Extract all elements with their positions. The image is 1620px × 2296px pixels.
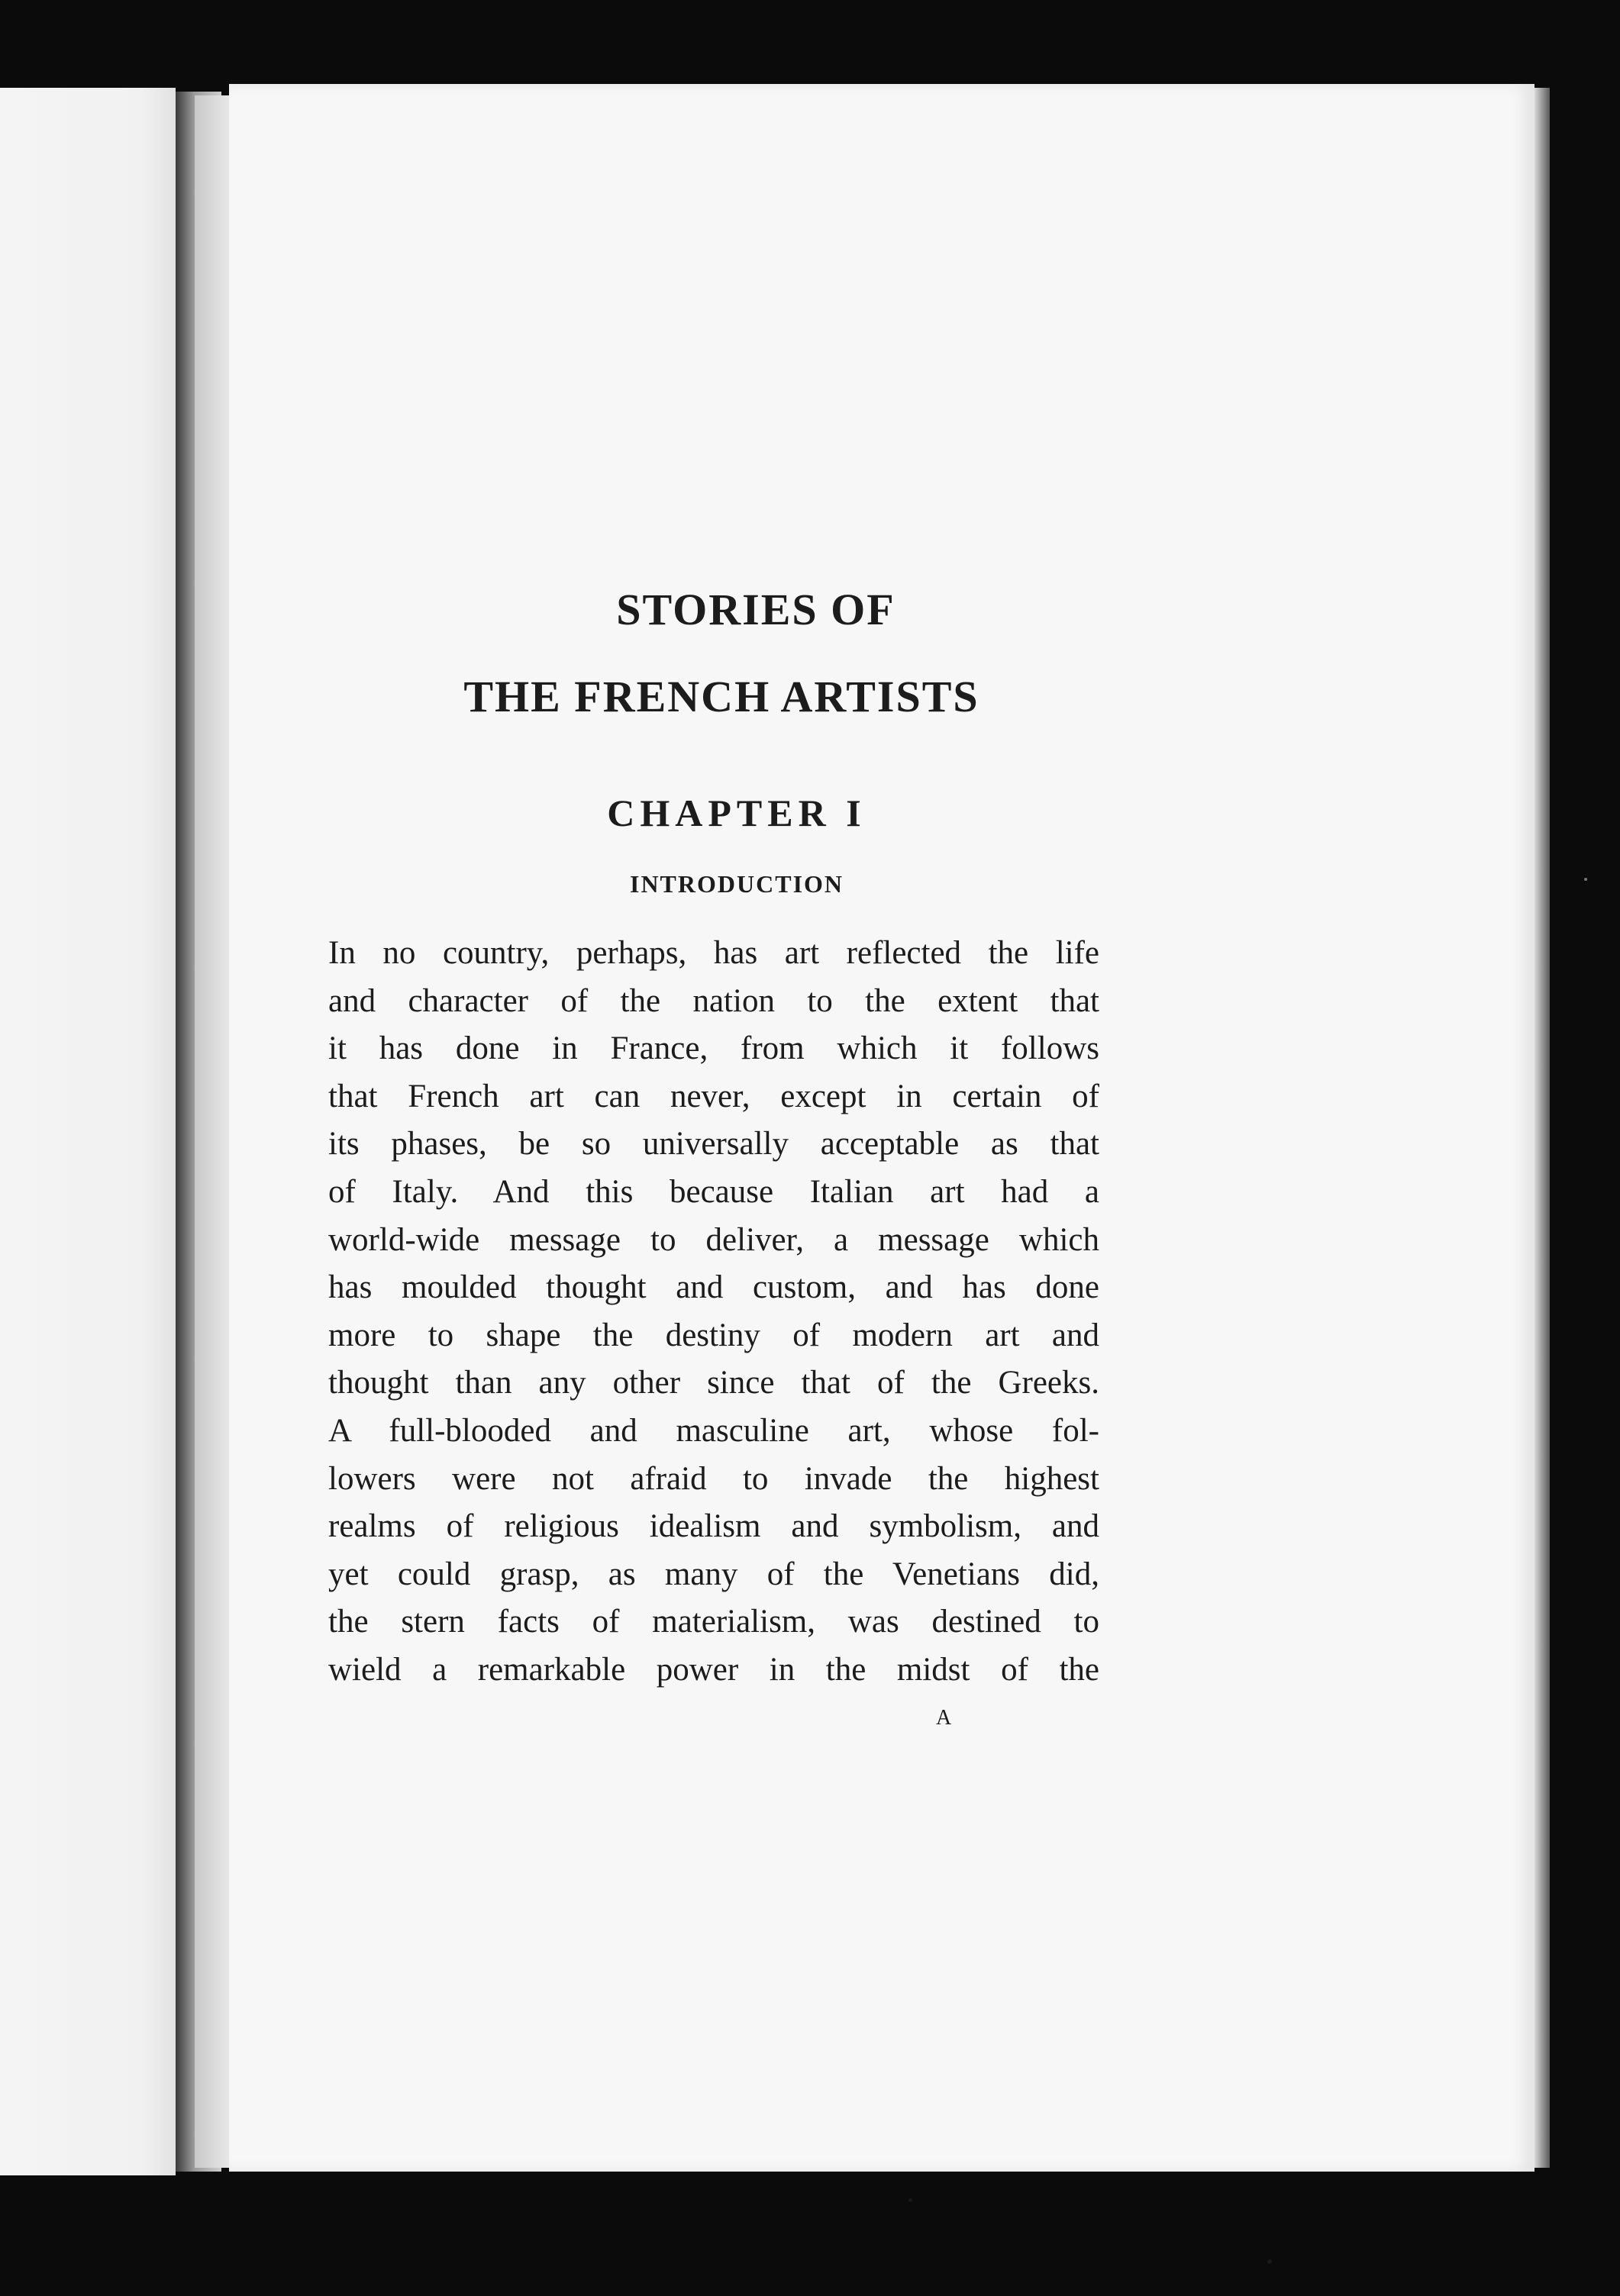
book-title-line-2: THE FRENCH ARTISTS <box>463 672 979 721</box>
body-line: it has done in France, from which it follows <box>328 1030 1099 1067</box>
body-line: of Italy. And this because Italian art had a <box>328 1173 1099 1210</box>
gutter-highlight <box>195 95 229 2168</box>
body-line: In no country, perhaps, has art reflected the life <box>328 935 1099 971</box>
body-line: thought than any other since that of the Greeks. <box>328 1365 1099 1401</box>
body-line: its phases, be so universally acceptable as that <box>328 1126 1099 1163</box>
page-text-block <box>328 565 1099 1695</box>
signature-mark: A <box>936 1706 953 1730</box>
body-line: wield a remarkable power in the midst of the <box>328 1651 1099 1688</box>
body-line: and character of the nation to the extent that <box>328 982 1099 1019</box>
body-line: has moulded thought and custom, and has done <box>328 1269 1099 1306</box>
book-title-line-1: STORIES OF <box>616 585 896 634</box>
body-line: lowers were not afraid to invade the highest <box>328 1460 1099 1497</box>
dust-speck <box>1584 878 1587 881</box>
dust-speck <box>908 2198 912 2202</box>
body-line: yet could grasp, as many of the Venetians did, <box>328 1556 1099 1592</box>
body-line: more to shape the destiny of modern art and <box>328 1317 1099 1353</box>
dust-speck <box>1267 2259 1272 2264</box>
chapter-heading: CHAPTER I <box>607 792 866 834</box>
page-right-edge <box>1534 88 1550 2168</box>
body-line: A full-blooded and masculine art, whose fol- <box>328 1412 1099 1449</box>
body-line: realms of religious idealism and symbolism, and <box>328 1508 1099 1545</box>
body-line: the stern facts of materialism, was destined to <box>328 1604 1099 1640</box>
section-heading: INTRODUCTION <box>629 870 844 898</box>
body-line: world-wide message to deliver, a message which <box>328 1221 1099 1258</box>
body-line: that French art can never, except in certain of <box>328 1078 1099 1114</box>
body-paragraph <box>328 930 1099 1695</box>
facing-page-edge <box>0 88 176 2175</box>
